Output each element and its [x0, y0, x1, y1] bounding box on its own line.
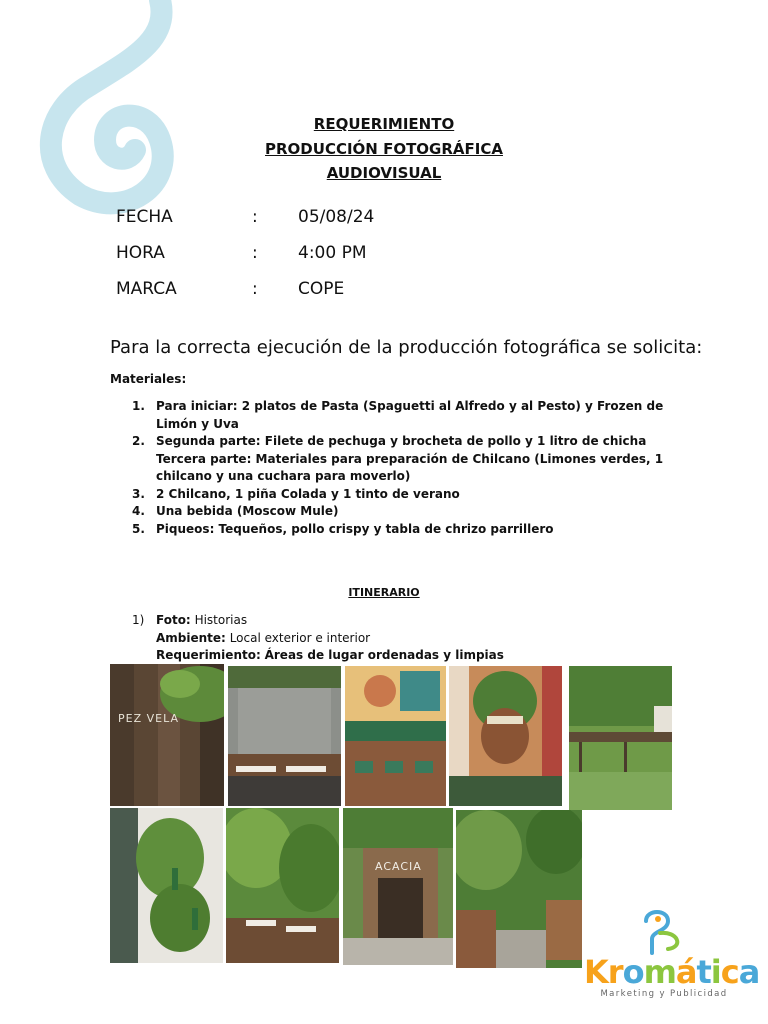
list-number: 3. [132, 486, 145, 501]
pez-vela-sign: PEZ VELA [118, 712, 179, 725]
meta-value: 4:00 PM [298, 243, 367, 263]
req-label: Requerimiento: [156, 648, 261, 662]
meta-colon: : [252, 243, 258, 263]
logo-tagline: Marketing y Publicidad [600, 989, 728, 999]
title-line-2: PRODUCCIÓN FOTOGRÁFICA [265, 139, 503, 158]
list-number: 5. [132, 521, 145, 536]
title-line-3: AUDIOVISUAL [326, 164, 442, 182]
foto-label: Foto: [156, 613, 191, 627]
meta-label: HORA [116, 243, 165, 263]
meta-block [116, 207, 516, 315]
intro-paragraph: Para la correcta ejecución de la producción fotográfica se solicita: [110, 337, 703, 358]
foto-value: Historias [194, 613, 248, 627]
list-text: Para iniciar: 2 platos de Pasta (Spaguetti al Alfredo y al Pesto) y Frozen de Limón y Uva [156, 399, 664, 431]
meta-value: 05/08/24 [298, 207, 375, 227]
itinerary-requerimiento [132, 647, 692, 665]
itinerary-foto [132, 612, 692, 630]
logo-char: i [710, 953, 721, 991]
meta-row-marca [116, 279, 516, 315]
meta-colon: : [252, 279, 258, 299]
photo-bottle-wall [110, 808, 223, 963]
photo-pez-vela-entrance [110, 664, 224, 806]
photo-garden-pergola [569, 666, 672, 810]
list-number: 4. [132, 504, 145, 518]
materials-heading: Materiales: [110, 372, 187, 386]
meta-label: MARCA [116, 279, 177, 299]
meta-row-fecha [116, 207, 516, 243]
meta-value: COPE [298, 279, 345, 299]
list-item [110, 521, 670, 539]
materials-list [110, 398, 670, 538]
title-line-1: REQUERIMIENTO [313, 115, 455, 133]
photo-mural-interior [345, 666, 446, 806]
logo-char: Kr [584, 953, 623, 991]
logo-char: c [720, 953, 739, 991]
kromatica-logo [584, 905, 760, 1005]
list-text: 2 Chilcano, 1 piña Colada y 1 tinto de verano [156, 486, 460, 501]
document-title [0, 112, 768, 186]
logo-char: o [622, 953, 644, 991]
list-number: 2. [132, 434, 145, 448]
photo-acacia-facade [343, 808, 453, 965]
list-text: Piqueos: Tequeños, pollo crispy y tabla de chrizo parrillero [156, 521, 554, 536]
photo-plant-face-mural [449, 666, 562, 806]
list-text: Una bebida (Moscow Mule) [156, 504, 339, 518]
list-text: Tercera parte: Materiales para preparación de Chilcano (Limones verdes, 1 chilcano y una cuchara para moverlo) [156, 451, 664, 483]
list-text: Segunda parte: Filete de pechuga y brocheta de pollo y 1 litro de chicha [156, 434, 647, 448]
itinerary-number: 1) [132, 613, 145, 627]
list-item [110, 486, 670, 504]
list-item [110, 433, 670, 451]
meta-label: FECHA [116, 207, 173, 227]
req-value: Áreas de lugar ordenadas y limpias [264, 648, 504, 662]
logo-char: á [675, 953, 697, 991]
acacia-sign: ACACIA [375, 860, 422, 873]
list-item [110, 398, 670, 433]
logo-wordmark [584, 953, 760, 991]
photo-green-patio [226, 808, 339, 963]
list-number: 1. [132, 399, 145, 413]
photo-concrete-terrace [228, 666, 341, 806]
list-item [110, 503, 670, 521]
meta-row-hora [116, 243, 516, 279]
ambiente-value: Local exterior e interior [229, 630, 371, 645]
logo-char: t [696, 953, 711, 991]
itinerary-heading: ITINERARIO [348, 586, 420, 599]
itinerary-ambiente [132, 630, 692, 648]
itinerary-block [132, 612, 692, 665]
chameleon-icon [638, 905, 688, 955]
logo-char: m [643, 953, 676, 991]
meta-colon: : [252, 207, 258, 227]
list-item [110, 451, 670, 486]
photo-garden-gate [456, 810, 582, 968]
logo-char: a [738, 953, 760, 991]
ambiente-label: Ambiente: [156, 630, 226, 645]
